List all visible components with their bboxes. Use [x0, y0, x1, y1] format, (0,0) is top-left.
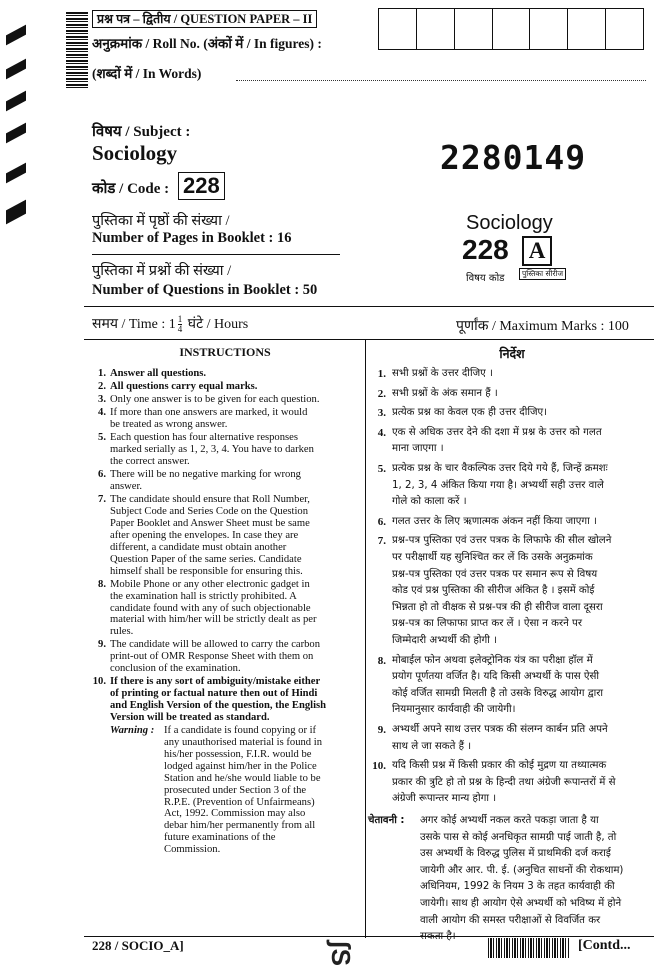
instruction-line: गोले को काला करें । — [392, 496, 467, 508]
instruction-line: after opening the envelopes. In case they are — [110, 529, 299, 541]
instruction-line: Only one answer is to be given for each question. — [110, 394, 320, 406]
item-number: 8. — [377, 654, 386, 667]
instruction-line: There will be no negative marking for wrong — [110, 469, 301, 481]
questions-hi: पुस्तिका में प्रश्नों की संख्या / — [92, 263, 232, 279]
instruction-line: conclusion of the examination. — [110, 663, 241, 675]
edge-mark — [6, 91, 26, 112]
instruction-line: कोड एवं प्रश्न पुस्तिका की सीरीज अंकित है । इसमें कोई — [392, 585, 595, 597]
instruction-line: All questions carry equal marks. — [110, 381, 258, 393]
edge-mark — [6, 200, 26, 225]
instruction-line: पर परीक्षार्थी यह सुनिश्चित कर लें कि उसके अनुक्रमांक — [392, 552, 593, 563]
warning-line: अगर कोई अभ्यर्थी नकल करते पकड़ा जाता है या — [420, 815, 599, 826]
instruction-line: प्रश्न-पत्र पुस्तिका एवं उत्तर पत्रक पर समान रूप से विषय — [392, 568, 598, 580]
instructions-title-en: INSTRUCTIONS — [179, 345, 271, 359]
warning-line: जायेगी और आर. पी. ई. (अनुचित साधनों की रोकथाम) — [420, 864, 624, 876]
instruction-line: Answer all questions. — [110, 368, 207, 379]
warning-label: चेतावनी : — [368, 815, 405, 826]
roll-no-boxes[interactable] — [378, 8, 644, 50]
item-number: 1. — [98, 368, 106, 379]
warning-label: Warning : — [110, 725, 155, 737]
instruction-line: If there is any sort of ambiguity/mistake either — [110, 676, 321, 688]
time-label — [92, 314, 248, 334]
instruction-line: Subject Code and Series Code on the Question — [110, 506, 309, 518]
instruction-line: प्रयोग पूर्णतया वर्जित है। यदि किसी अभ्यर्थी के पास ऐसी — [392, 671, 599, 683]
instruction-line: The candidate should ensure that Roll Number, — [110, 494, 310, 506]
warning-line: prosecuted under Section 3 of the — [164, 784, 307, 796]
instruction-line: Paper Booklet and Answer Sheet must be same — [110, 518, 310, 529]
code-label: कोड / Code : — [92, 181, 170, 197]
code-box: 228 — [178, 172, 225, 200]
warning-line: any unauthorised material is found in — [164, 737, 322, 748]
instruction-line: answer. — [110, 481, 143, 493]
time-suffix: घंटे / Hours — [187, 317, 249, 332]
warning-line: सकता है। — [420, 931, 456, 943]
warning-line: वाली आयोग की समस्त परीक्षाओं से विवर्जित कर — [420, 914, 601, 926]
instruction-line: Version will be treated as standard. — [110, 712, 270, 723]
warning-line: Act, 1992. Commission may also — [164, 808, 306, 820]
item-number: 5. — [98, 432, 106, 444]
instruction-line: different, a candidate must obtain another — [110, 541, 287, 553]
rule-bottom — [84, 936, 654, 937]
edge-mark — [6, 163, 26, 184]
instruction-line: be treated as wrong answer. — [110, 419, 228, 431]
badge-subject: Sociology — [466, 212, 553, 234]
words-field[interactable] — [236, 80, 646, 81]
pages-hi: पुस्तिका में पृष्ठों की संख्या / — [92, 213, 230, 229]
instruction-line: जिम्मेदारी अभ्यर्थी की होगी । — [392, 635, 497, 646]
instruction-line: print-out of OMR Response Sheet with them on — [110, 651, 314, 663]
item-number: 1. — [377, 368, 386, 380]
instruction-line: प्रश्न-पत्र का लिफाफा प्राप्त कर लें । ऐसा न करने पर — [392, 618, 583, 630]
warning-line: debar him/her permanently from all — [164, 820, 316, 832]
badge-series: A — [522, 236, 552, 266]
instruction-line: अंग्रेजी रूपान्तर मान्य होगा । — [392, 793, 497, 805]
instruction-line: प्रकार की त्रुटि हो तो प्रश्न के हिन्दी तथा अंग्रेजी रूपान्तरों में से — [392, 776, 616, 788]
item-number: 9. — [98, 639, 106, 651]
warning-line: Commission. — [164, 844, 221, 856]
time-prefix: समय / Time : 1 — [92, 317, 176, 332]
instruction-line: प्रत्येक प्रश्न का केवल एक ही उत्तर दीजिए। — [392, 407, 548, 419]
footer-barcode — [488, 938, 570, 958]
serial-number: 2280149 — [440, 138, 587, 177]
instruction-line: If more than one answers are marked, it would — [110, 407, 308, 419]
rule-mid — [84, 339, 654, 340]
item-number: 9. — [377, 724, 386, 736]
instruction-line: सभी प्रश्नों के अंक समान हैं । — [392, 387, 498, 399]
warning-line: अधिनियम, 1992 के नियम 3 के तहत कार्यवाही की — [420, 881, 615, 893]
warning-line: his/her possession, F.I.R. would be — [164, 748, 312, 760]
instruction-line: the correct answer. — [110, 456, 190, 468]
instruction-line: गलत उत्तर के लिए ऋणात्मक अंकन नहीं किया जाएगा । — [392, 515, 597, 527]
item-number: 6. — [377, 515, 386, 528]
item-number: 6. — [98, 469, 106, 481]
rule-top — [84, 306, 654, 307]
instruction-line: The candidate will be allowed to carry the carbon — [110, 639, 321, 651]
item-number: 3. — [98, 394, 106, 406]
instruction-line: सभी प्रश्नों के उत्तर दीजिए । — [392, 368, 493, 379]
warning-line: उसके पास से कोई अनधिकृत सामग्री पाई जाती है, तो — [420, 831, 617, 843]
instruction-line: अभ्यर्थी अपने साथ उत्तर पत्रक की संलग्न कार्बन प्रति अपने — [392, 724, 608, 735]
instruction-line: माना जाएगा । — [392, 443, 444, 455]
time-fraction: $\frac{1}{4}$ — [177, 314, 183, 335]
item-number: 7. — [377, 535, 386, 548]
warning-line: जायेगी। साथ ही आयोग ऐसे अभ्यर्थी को भविष्य में होने — [420, 898, 622, 909]
instruction-line: मोबाईल फोन अथवा इलेक्ट्रोनिक यंत्र का परीक्षा हॉल में — [392, 654, 593, 666]
item-number: 2. — [377, 387, 386, 400]
instruction-line: himself shall be responsible for ensuring this. — [110, 565, 303, 577]
badge-series-label: पुस्तिका सीरीज — [519, 268, 566, 280]
badge-code-label: विषय कोड — [466, 273, 505, 284]
instruction-line: Mobile Phone or any other electronic gadget in — [110, 578, 310, 590]
warning-line: If a candidate is found copying or if — [164, 725, 317, 737]
instruction-line: rules. — [110, 626, 134, 638]
warning-line: उस अभ्यर्थी के विरुद्ध पुलिस में प्राथमिकी दर्ज कराई — [420, 848, 611, 860]
instruction-line: भिन्नता हो तो वीक्षक से प्रश्न-पत्र की ही सीरीज वाला दूसरा — [392, 601, 603, 613]
max-marks: पूर्णांक / Maximum Marks : 100 — [456, 319, 629, 334]
item-number: 4. — [98, 407, 106, 419]
questions-en: Number of Questions in Booklet : 50 — [92, 282, 318, 298]
footer-code: 228 / SOCIO_A] — [92, 938, 184, 953]
warning-line: R.P.E. (Prevention of Unfairmeans) — [164, 796, 315, 808]
item-number: 5. — [377, 463, 386, 475]
item-number: 2. — [98, 381, 106, 393]
badge-code: 228 — [462, 234, 509, 265]
instruction-line: candidate found with any of such objectionable — [110, 602, 311, 614]
edge-mark — [6, 25, 26, 46]
warning-line: lodged against him/her in the Police — [164, 760, 317, 772]
instruction-line: of printing or factual nature then out of Hindi — [110, 688, 318, 700]
warning-line: future examinations of the — [164, 832, 276, 844]
paper-title: प्रश्न पत्र – द्वितीय / QUESTION PAPER – II — [92, 10, 317, 28]
instruction-line: यदि किसी प्रश्न में किसी प्रकार की कोई मुद्रण या तथ्यात्मक — [392, 760, 607, 772]
instruction-line: नियमानुसार कार्यवाही की जायेगी। — [392, 704, 516, 716]
edge-mark — [6, 123, 26, 144]
item-number: 3. — [377, 407, 386, 420]
divider — [92, 254, 340, 255]
instruction-line: Question Paper of the same series. Candidate — [110, 553, 302, 565]
subject-value: Sociology — [92, 141, 178, 165]
instructions-title-hi: निर्देश — [499, 346, 525, 361]
item-number: 10. — [372, 760, 386, 773]
instruction-line: Each question has four alternative responses — [110, 432, 298, 444]
item-number: 4. — [377, 426, 386, 439]
edge-mark — [6, 59, 26, 80]
instruction-line: साथ ले जा सकते हैं । — [392, 740, 472, 752]
instruction-line: कोई वर्जित सामग्री मिलती है तो उसके विरुद्ध आयोग द्वारा — [392, 687, 604, 699]
page-mark: ʃS — [326, 940, 356, 966]
instruction-line: 1, 2, 3, 4 अंकित किया गया है। अभ्यर्थी सही उत्तर वाले — [392, 479, 604, 491]
instruction-line: and English Version of the question, the English — [110, 700, 327, 712]
item-number: 7. — [98, 494, 106, 506]
side-barcode — [66, 12, 88, 88]
warning-line: Station and he/she would liable to be — [164, 772, 321, 784]
instruction-line: material with him/her will be strictly dealt as per — [110, 614, 317, 626]
words-label: (शब्दों में / In Words) — [92, 66, 202, 81]
instruction-line: प्रश्न-पत्र पुस्तिका एवं उत्तर पत्रक के लिफाफे की सील खोलने — [392, 535, 612, 547]
item-number: 10. — [92, 676, 106, 688]
instruction-line: marked serially as 1, 2, 3, 4. You have to darken — [110, 444, 314, 456]
instruction-line: एक से अधिक उत्तर देने की दशा में प्रश्न के उत्तर को गलत — [392, 426, 602, 438]
contd-label: [Contd... — [578, 938, 631, 953]
instruction-line: the examination hall is strictly prohibited. A — [110, 590, 297, 602]
roll-no-label: अनुक्रमांक / Roll No. (अंकों में / In figures) : — [92, 36, 322, 51]
pages-en: Number of Pages in Booklet : 16 — [92, 230, 292, 246]
instruction-line: प्रत्येक प्रश्न के चार वैकल्पिक उत्तर दिये गये हैं, जिन्हें क्रमशः — [392, 463, 608, 474]
subject-label: विषय / Subject : — [92, 124, 191, 140]
item-number: 8. — [98, 578, 106, 590]
